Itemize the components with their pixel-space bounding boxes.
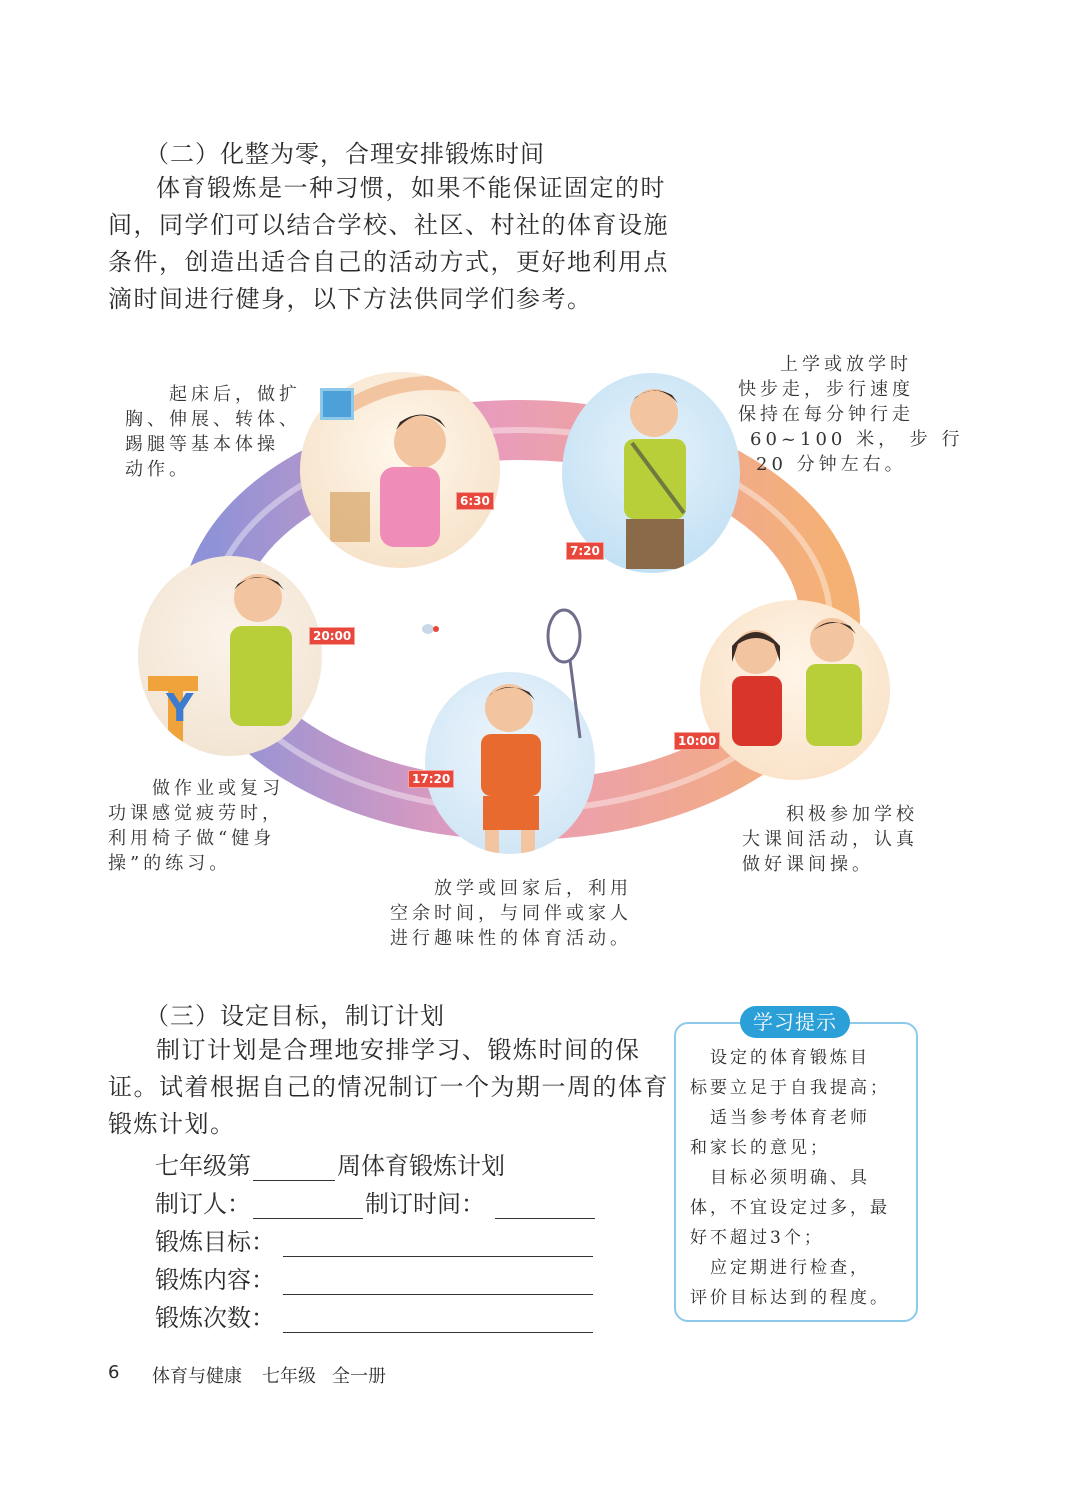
paragraph-line: 条件，创造出适合自己的活动方式，更好地利用点: [108, 248, 669, 276]
section3-paragraph: [108, 1032, 669, 1143]
tips-line: 适当参考体育老师: [690, 1108, 870, 1128]
caption-line: 大课间活动，认真: [742, 829, 918, 850]
times-label: 锻炼次数：: [155, 1304, 275, 1332]
time-label: 制订时间：: [365, 1190, 485, 1218]
tips-line: 标要立足于自我提高；: [690, 1078, 890, 1098]
caption-afterschool: [390, 876, 632, 951]
caption-line: 功课感觉疲劳时，: [108, 803, 284, 824]
tips-line: 体，不宜设定过多，最: [690, 1198, 890, 1218]
caption-line: 进行趣味性的体育活动。: [390, 928, 632, 949]
study-tips-title: 学习提示: [740, 1006, 850, 1038]
time-tag-morning: 6:30: [456, 492, 494, 510]
recess-students-icon: [700, 600, 890, 780]
caption-line: 操”的练习。: [108, 853, 232, 874]
form-title-prefix: 七年级第: [155, 1152, 251, 1180]
goal-label: 锻炼目标：: [155, 1228, 275, 1256]
week-number-field[interactable]: [253, 1152, 335, 1181]
badminton-racket-icon: [540, 608, 600, 748]
section3-heading: （三）设定目标，制订计划: [145, 1002, 445, 1030]
form-times-row: [155, 1298, 595, 1333]
book-title: 体育与健康: [152, 1366, 242, 1387]
chair-boy-icon: [138, 556, 322, 756]
section2-paragraph: [108, 170, 669, 318]
caption-line: 动作。: [125, 459, 191, 480]
tips-line: 设定的体育锻炼目: [690, 1048, 870, 1068]
caption-line: 20 分钟左右。: [756, 454, 907, 475]
caption-line: 利用椅子做“健身: [108, 828, 276, 849]
time-tag-afterschool: 17:20: [408, 770, 454, 788]
caption-line: 胸、伸展、转体、: [125, 409, 301, 430]
caption-line: 踢腿等基本体操: [125, 434, 279, 455]
tips-line: 目标必须明确、具: [690, 1168, 870, 1188]
form-title-row: [155, 1146, 505, 1181]
caption-line: 积极参加学校: [786, 804, 918, 825]
paragraph-line: 体育锻炼是一种习惯，如果不能保证固定的时: [156, 174, 666, 202]
time-tag-recess: 10:00: [674, 732, 720, 750]
time-tag-commute: 7:20: [566, 542, 604, 560]
caption-homework: [108, 776, 284, 876]
content-label: 锻炼内容：: [155, 1266, 275, 1294]
form-title-suffix: 周体育锻炼计划: [337, 1152, 505, 1180]
tips-line: 好不超过3个；: [690, 1228, 824, 1248]
form-content-row: [155, 1260, 595, 1295]
caption-morning: [125, 382, 301, 482]
caption-line: 保持在每分钟行走: [738, 404, 914, 425]
caption-recess: [742, 802, 918, 877]
svg-text:Y: Y: [166, 686, 194, 730]
times-field[interactable]: [283, 1304, 593, 1333]
paragraph-line: 证。试着根据自己的情况制订一个为期一周的体育: [108, 1073, 669, 1101]
caption-line: 空余时间，与同伴或家人: [390, 903, 632, 924]
caption-line: 做好课间操。: [742, 854, 874, 875]
caption-line: 上学或放学时: [780, 354, 912, 375]
paragraph-line: 滴时间进行健身，以下方法供同学们参考。: [108, 285, 593, 313]
shuttlecock-tip-icon: [433, 626, 439, 632]
caption-line: 快步走，步行速度: [738, 379, 914, 400]
caption-line: 做作业或复习: [152, 778, 284, 799]
form-maker-row: [155, 1184, 597, 1219]
paragraph-line: 锻炼计划。: [108, 1110, 236, 1138]
recess-exercise-illustration: [700, 600, 890, 780]
caption-line: 放学或回家后，利用: [434, 878, 632, 899]
goal-field[interactable]: [283, 1228, 593, 1257]
time-field[interactable]: [495, 1190, 595, 1219]
study-tips-text: [690, 1043, 890, 1313]
paragraph-line: 间，同学们可以结合学校、社区、村社的体育设施: [108, 211, 669, 239]
caption-line: 60~100 米， 步 行: [750, 429, 964, 450]
grade-label: 七年级: [262, 1366, 316, 1387]
form-goal-row: [155, 1222, 595, 1257]
window-icon: [320, 388, 354, 420]
tips-line: 和家长的意见；: [690, 1138, 830, 1158]
tips-line: 应定期进行检查，: [690, 1258, 870, 1278]
chair-exercise-illustration: [138, 556, 322, 756]
volume-label: 全一册: [332, 1366, 386, 1387]
content-field[interactable]: [283, 1266, 593, 1295]
page-number: 6: [108, 1362, 120, 1383]
maker-label: 制订人：: [155, 1190, 251, 1218]
caption-commute: [738, 352, 964, 477]
maker-field[interactable]: [253, 1190, 363, 1219]
tips-line: 评价目标达到的程度。: [690, 1288, 890, 1308]
paragraph-line: 制订计划是合理地安排学习、锻炼时间的保: [156, 1036, 641, 1064]
time-tag-homework: 20:00: [309, 627, 355, 645]
section2-heading: （二）化整为零，合理安排锻炼时间: [145, 140, 545, 168]
caption-line: 起床后，做扩: [169, 384, 301, 405]
